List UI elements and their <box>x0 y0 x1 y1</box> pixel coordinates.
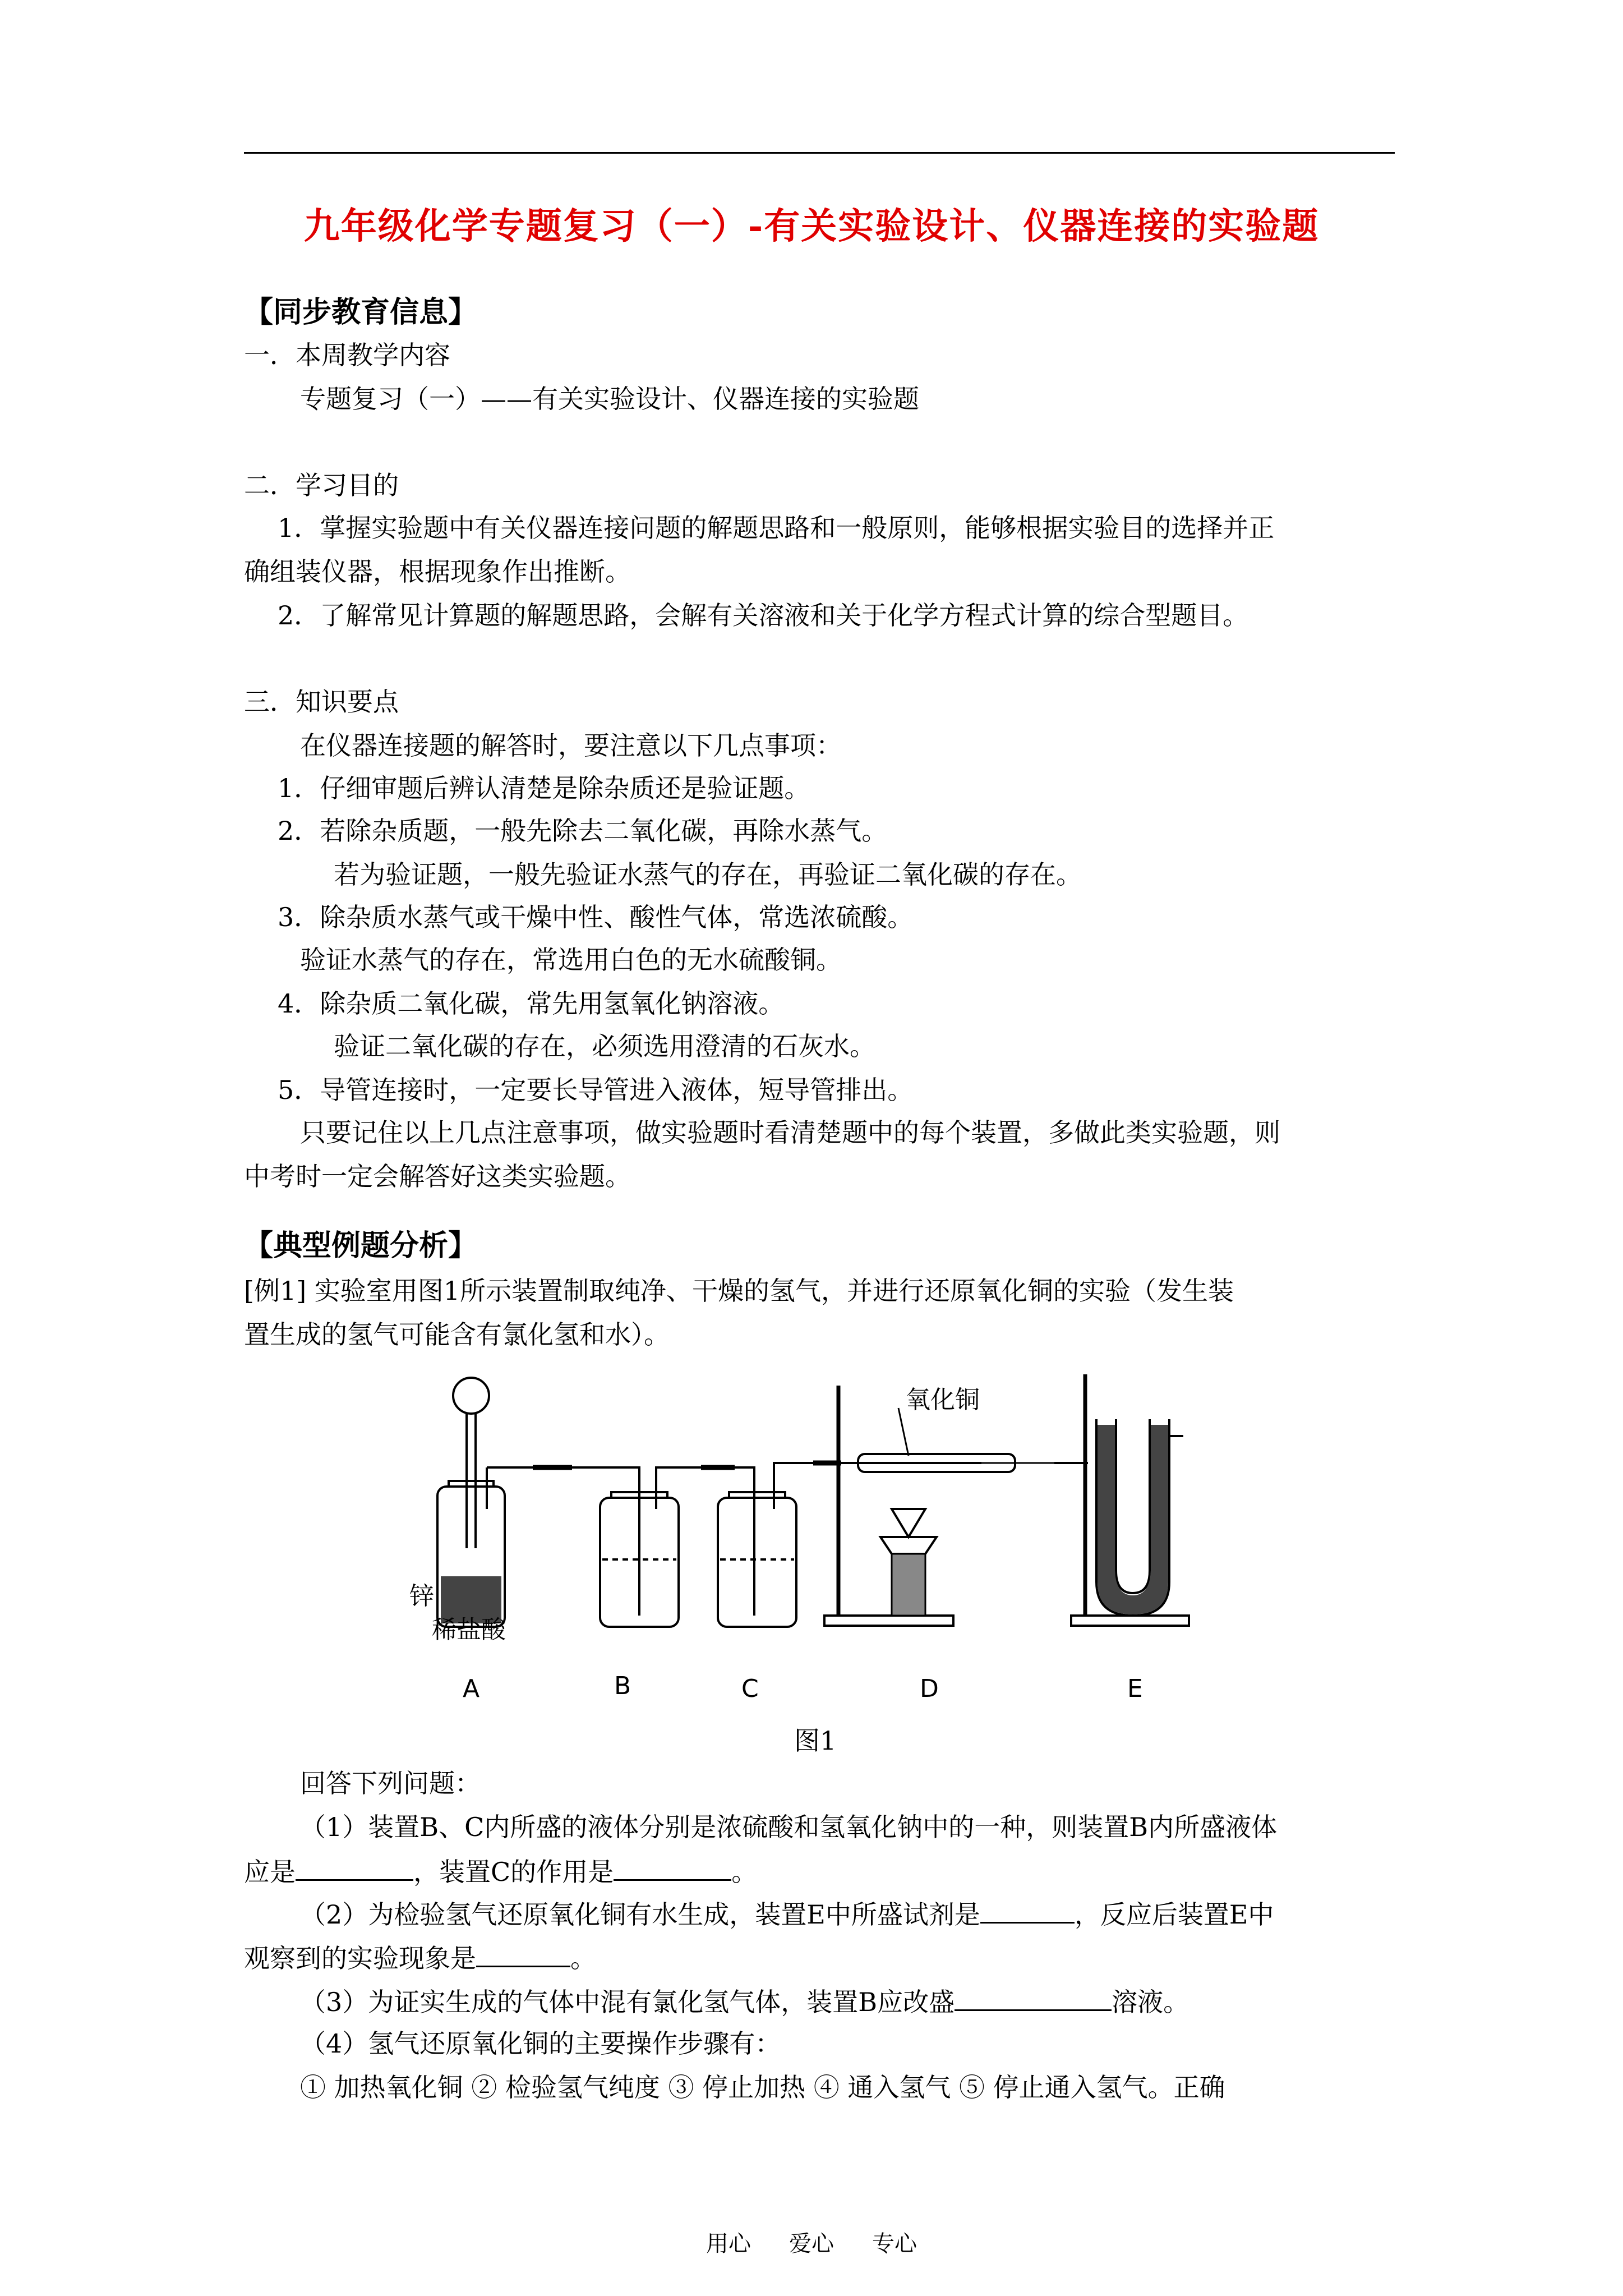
point-3: 3．除杂质水蒸气或干燥中性、酸性气体，常选浓硫酸。 <box>278 902 914 932</box>
label-dilute-hcl: 稀盐酸 <box>432 1616 506 1644</box>
point-5: 5．导管连接时，一定要长导管进入液体，短导管排出。 <box>278 1075 914 1105</box>
heading-learning-goals: 二．学习目的 <box>244 470 399 500</box>
footer-item-3: 专心 <box>872 2231 917 2257</box>
answer-intro: 回答下列问题： <box>300 1768 481 1798</box>
section-header-examples: 【典型例题分析】 <box>244 1228 478 1263</box>
q1-blank-1[interactable] <box>296 1855 413 1881</box>
letter-b: B <box>614 1672 631 1700</box>
point-4: 4．除杂质二氧化碳，常先用氢氧化钠溶液。 <box>278 988 785 1019</box>
point-1: 1．仔细审题后辨认清楚是除杂质还是验证题。 <box>278 773 810 803</box>
q3-text-1: （3）为证实生成的气体中混有氯化氢气体，装置B应改盛 <box>300 1987 955 2017</box>
q2-text-1: （2）为检验氢气还原氧化铜有水生成，装置E中所盛试剂是 <box>300 1899 980 1930</box>
apparatus-figure <box>387 1369 1239 1705</box>
heading-weekly-content: 一．本周教学内容 <box>244 340 450 370</box>
apparatus-c-washer <box>718 1481 796 1627</box>
apparatus-d-heating <box>824 1386 1054 1626</box>
figure-caption: 图1 <box>794 1726 837 1756</box>
q3-blank[interactable] <box>955 1985 1112 2011</box>
q1-blank-2[interactable] <box>614 1855 731 1881</box>
q2-blank-1[interactable] <box>980 1897 1075 1924</box>
apparatus-e-u-tube <box>1054 1374 1189 1626</box>
question-4: （4）氢气还原氧化铜的主要操作步骤有： <box>300 2028 781 2059</box>
weekly-content-text: 专题复习（一）——有关实验设计、仪器连接的实验题 <box>300 384 919 414</box>
goal-2: 2．了解常见计算题的解题思路，会解有关溶液和关于化学方程式计算的综合型题目。 <box>278 600 1249 631</box>
goal-1-line-b: 确组装仪器，根据现象作出推断。 <box>244 556 631 587</box>
q2-blank-2[interactable] <box>476 1941 570 1967</box>
point-4-note: 验证二氧化碳的存在，必须选用澄清的石灰水。 <box>334 1031 875 1061</box>
question-1-line-a: （1）装置B、C内所盛的液体分别是浓硫酸和氢氧化钠中的一种，则装置B内所盛液体 <box>300 1812 1278 1842</box>
header-rule <box>244 152 1395 154</box>
letter-e: E <box>1127 1674 1143 1703</box>
question-2-line-b <box>244 1941 596 1975</box>
q2-text-4: 。 <box>570 1943 596 1973</box>
apparatus-a-generator <box>437 1378 505 1627</box>
letter-c: C <box>741 1674 759 1703</box>
q3-text-2: 溶液。 <box>1112 1987 1189 2017</box>
point-3-note: 验证水蒸气的存在，常选用白色的无水硫酸铜。 <box>300 945 842 975</box>
point-2-note: 若为验证题，一般先验证水蒸气的存在，再验证二氧化碳的存在。 <box>334 859 1082 890</box>
summary-line-a: 只要记住以上几点注意事项，做实验题时看清楚题中的每个装置，多做此类实验题，则 <box>300 1117 1280 1148</box>
letter-d: D <box>920 1674 939 1703</box>
knowledge-intro: 在仪器连接题的解答时，要注意以下几点事项： <box>300 730 842 761</box>
label-copper-oxide: 氧化铜 <box>906 1386 980 1414</box>
question-1-line-b <box>244 1855 757 1888</box>
question-4-steps: ① 加热氧化铜 ② 检验氢气纯度 ③ 停止加热 ④ 通入氢气 ⑤ 停止通入氢气。正确 <box>300 2072 1225 2102</box>
section-header-sync-info: 【同步教育信息】 <box>244 295 478 329</box>
page-title: 九年级化学专题复习（一）-有关实验设计、仪器连接的实验题 <box>303 205 1320 247</box>
label-zinc: 锌 <box>409 1582 434 1611</box>
point-2: 2．若除杂质题，一般先除去二氧化碳，再除水蒸气。 <box>278 816 888 846</box>
page-footer <box>0 2226 1623 2258</box>
question-2-line-a <box>300 1897 1274 1931</box>
goal-1-line-a: 1．掌握实验题中有关仪器连接问题的解题思路和一般原则，能够根据实验目的选择并正 <box>278 513 1275 543</box>
q2-text-3: 观察到的实验现象是 <box>244 1943 476 1973</box>
example-1-line-b: 置生成的氢气可能含有氯化氢和水）。 <box>244 1319 670 1350</box>
question-3 <box>300 1985 1189 2018</box>
apparatus-b-washer <box>600 1481 679 1627</box>
footer-item-2: 爱心 <box>789 2231 834 2257</box>
q1-text-2: ，装置C的作用是 <box>413 1857 614 1887</box>
letter-a: A <box>463 1674 480 1703</box>
q2-text-2: ，反应后装置E中 <box>1074 1899 1274 1930</box>
summary-line-b: 中考时一定会解答好这类实验题。 <box>244 1161 631 1191</box>
q1-text-1: 应是 <box>244 1857 296 1887</box>
footer-item-1: 用心 <box>706 2231 751 2257</box>
example-1-line-a: [例1] 实验室用图1所示装置制取纯净、干燥的氢气，并进行还原氧化铜的实验（发生装 <box>244 1276 1234 1306</box>
q1-text-3: 。 <box>731 1857 758 1887</box>
heading-knowledge-points: 三．知识要点 <box>244 687 399 717</box>
